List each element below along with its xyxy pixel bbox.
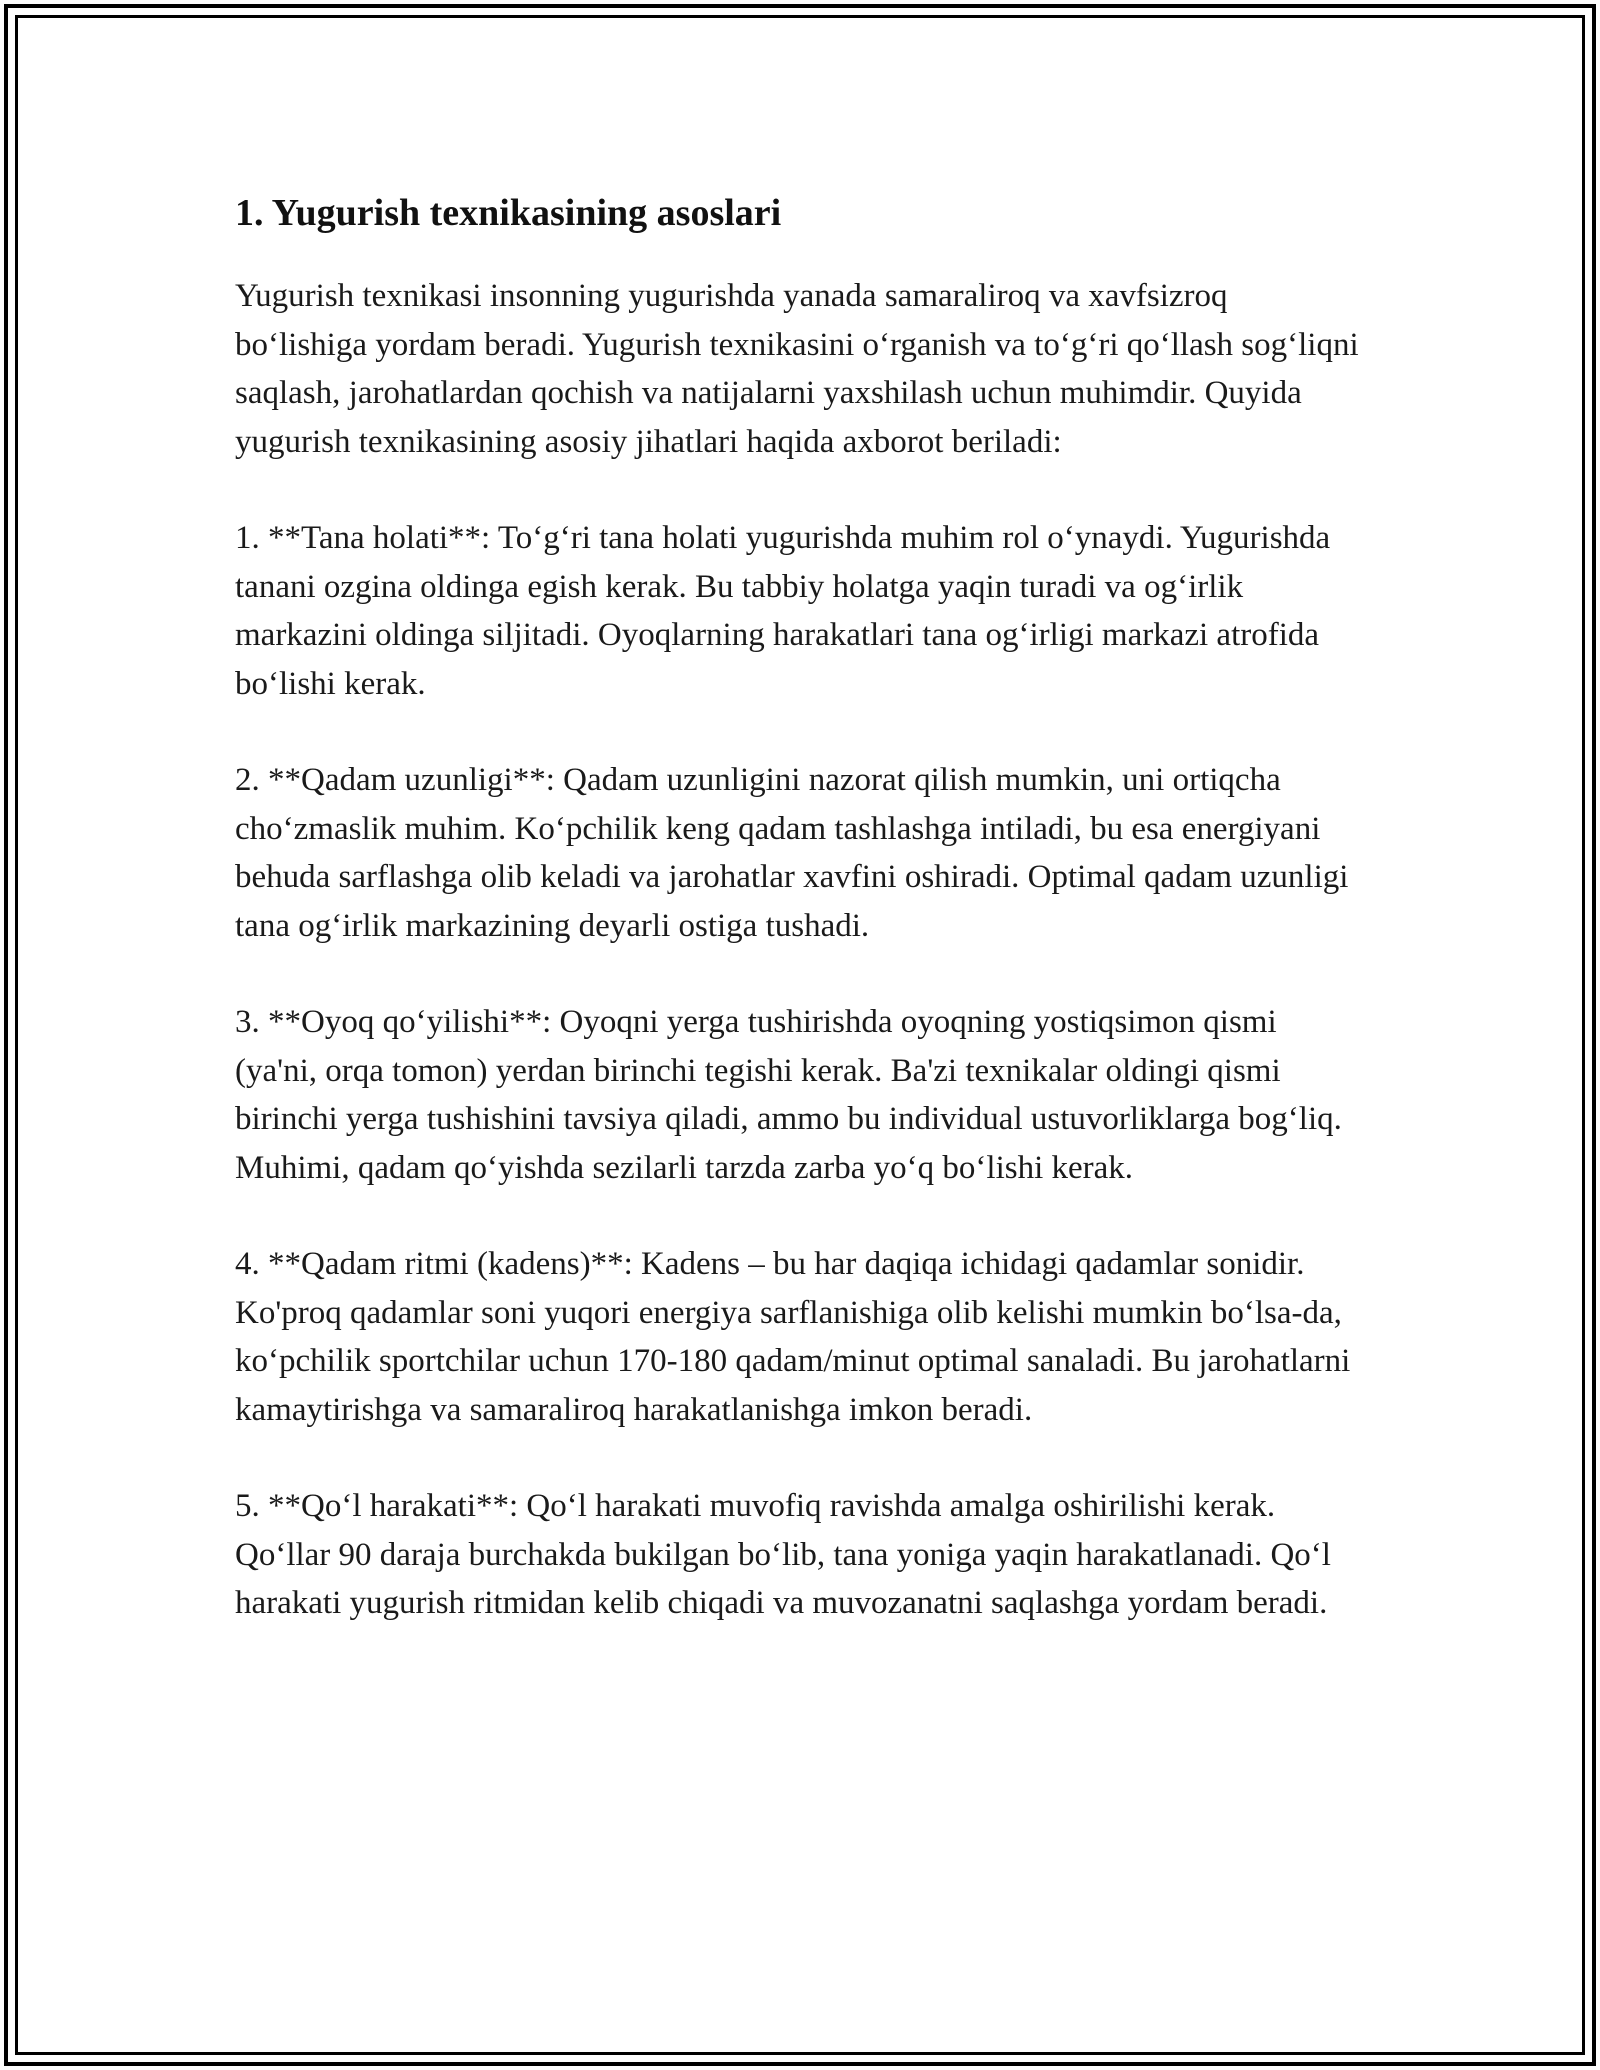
list-item-cadence: 4. **Qadam ritmi (kadens)**: Kadens – bu har daqiqa ichidagi qadamlar sonidir. Ko'proq qadamlar soni yuqori energiya sarflanishiga olib kelishi mumkin bo‘lsa-da, ko‘pchilik sportchilar uchun 170-180 qadam/minut optimal sanaladi. Bu jarohatlarni kamaytirishga va samaraliroq harakatlanishga imkon beradi.: [235, 1246, 1351, 1428]
list-item-foot-strike: 3. **Oyoq qo‘yilishi**: Oyoqni yerga tushirishda oyoqning yostiqsimon qismi (ya'ni, orqa tomon) yerdan birinchi tegishi kerak. Ba'zi texnikalar oldingi qismi birinchi yerga tushishini tavsiya qiladi, ammo bu individual ustuvorliklarga bog‘liq. Muhimi, qadam qo‘yishda sezilarli tarzda zarba yo‘q bo‘lishi kerak.: [235, 1004, 1342, 1186]
section-heading: 1. Yugurish texnikasining asoslari: [235, 192, 782, 234]
document-body: [235, 188, 1365, 1676]
list-item-body-posture: 1. **Tana holati**: To‘g‘ri tana holati yugurishda muhim rol o‘ynaydi. Yugurishda tanani ozgina oldinga egish kerak. Bu tabbiy holatga yaqin turadi va og‘irlik markazini oldinga siljitadi. Oyoqlarning harakatlari tana og‘irligi markazi atrofida bo‘lishi kerak.: [235, 520, 1331, 702]
list-item-stride-length: 2. **Qadam uzunligi**: Qadam uzunligini nazorat qilish mumkin, uni ortiqcha cho‘zmaslik muhim. Ko‘pchilik keng qadam tashlashga intiladi, bu esa energiyani behuda sarflashga olib keladi va jarohatlar xavfini oshiradi. Optimal qadam uzunligi tana og‘irlik markazining deyarli ostiga tushadi.: [235, 762, 1349, 944]
list-item-arm-movement: 5. **Qo‘l harakati**: Qo‘l harakati muvofiq ravishda amalga oshirilishi kerak. Qo‘llar 90 daraja burchakda bukilgan bo‘lib, tana yoniga yaqin harakatlanadi. Qo‘l harakati yugurish ritmidan kelib chiqadi va muvozanatni saqlashga yordam beradi.: [235, 1488, 1331, 1621]
intro-paragraph: Yugurish texnikasi insonning yugurishda yanada samaraliroq va xavfsizroq bo‘lishiga yordam beradi. Yugurish texnikasini o‘rganish va to‘g‘ri qo‘llash sog‘liqni saqlash, jarohatlardan qochish va natijalarni yaxshilash uchun muhimdir. Quyida yugurish texnikasining asosiy jihatlari haqida axborot beriladi:: [235, 278, 1359, 460]
